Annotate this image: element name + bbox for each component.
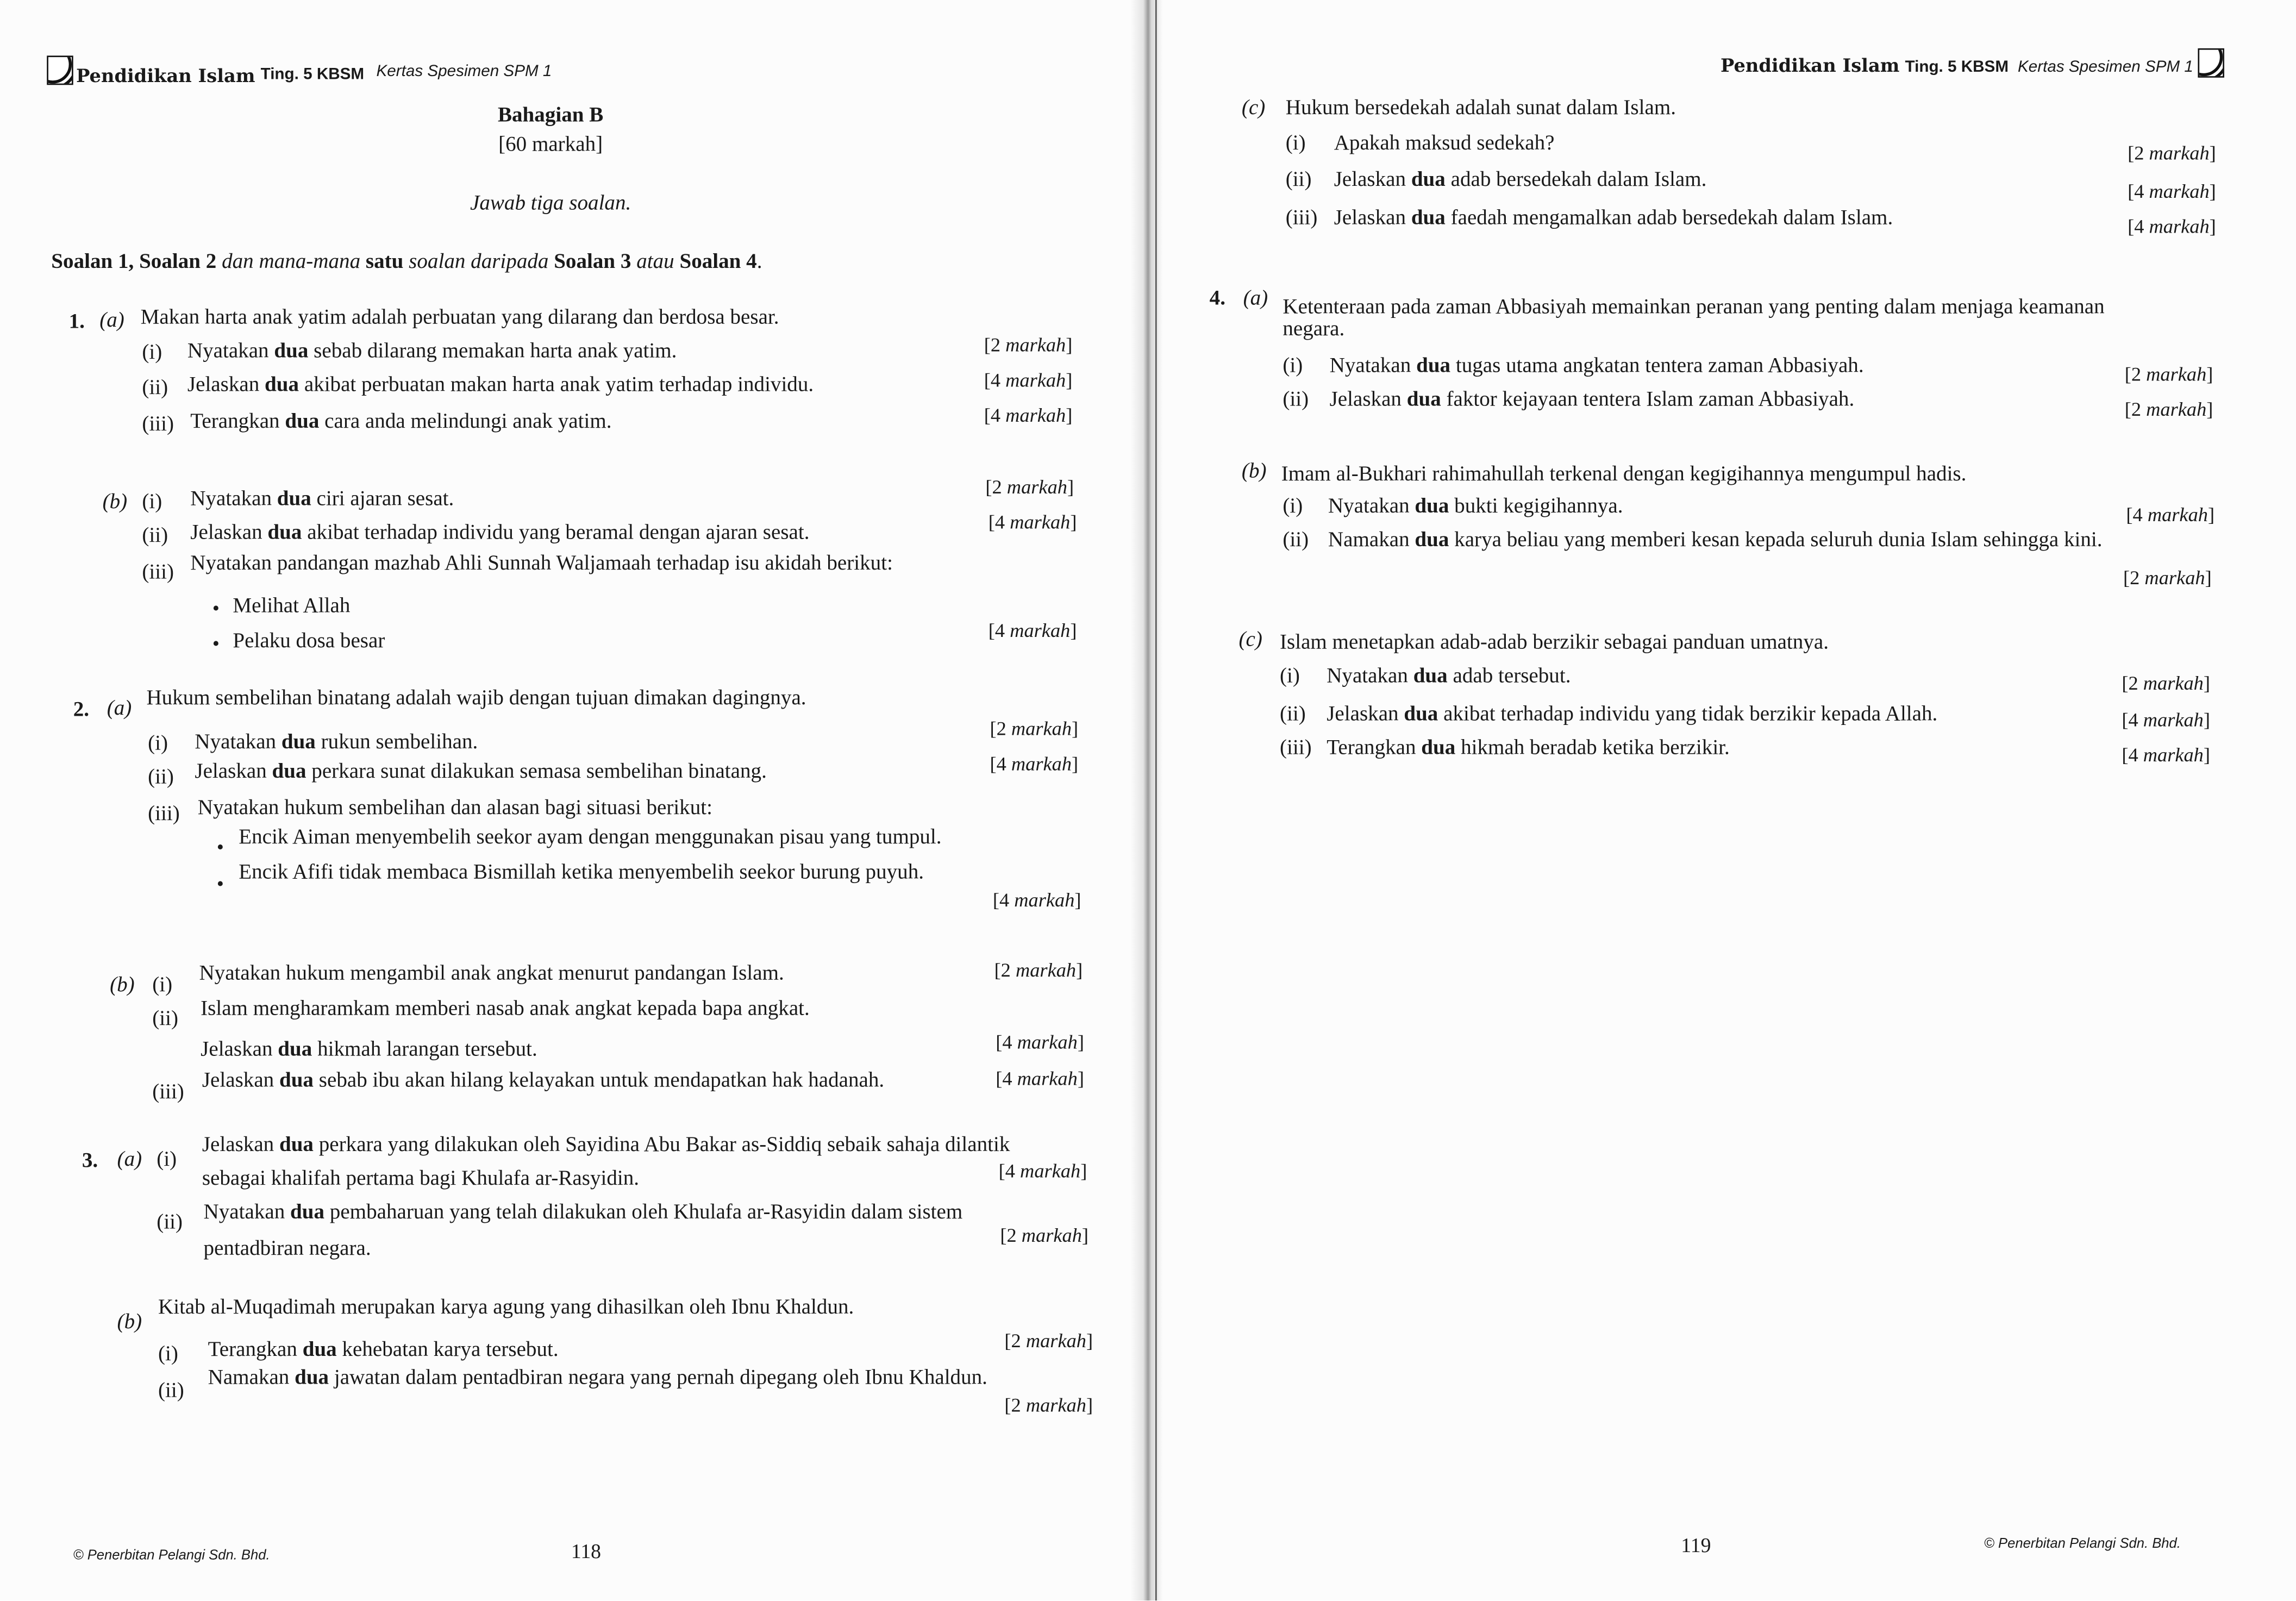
instruction	[0, 193, 1101, 215]
text-segment: Nyatakan hukum mengambil anak angkat menurut pandangan Islam.	[199, 962, 784, 986]
bold-keyword: dua	[1413, 665, 1448, 689]
marks: [2 markah]	[2122, 672, 2211, 695]
publisher-logo-icon	[2198, 48, 2224, 78]
header-level: Ting. 5 KBSM	[260, 66, 365, 84]
marks-word: markah	[1011, 752, 1072, 775]
roman-iii: (iii)	[1279, 736, 1312, 760]
text-segment: hikmah beradab ketika berzikir.	[1455, 736, 1730, 760]
marks-word: markah	[1017, 1067, 1078, 1090]
roman-ii: (ii)	[152, 1007, 178, 1031]
q3-a-ii	[204, 1202, 963, 1223]
marks: [4 markah]	[2122, 709, 2211, 731]
marks-word: markah	[1020, 1160, 1081, 1182]
text-segment: kehebatan karya tersebut.	[336, 1338, 559, 1362]
text-segment: rukun sembelihan.	[315, 730, 478, 754]
bold-keyword: dua	[1415, 495, 1449, 518]
marks-word: markah	[1005, 404, 1066, 427]
marks: [4 markah]	[996, 1067, 1084, 1090]
marks: [4 markah]	[990, 752, 1079, 775]
bold-keyword: satu	[365, 250, 404, 274]
marks-word: markah	[1010, 511, 1071, 533]
q4-c-label: (c)	[1238, 628, 1262, 652]
left-page-number: 118	[571, 1542, 602, 1564]
q4-a-label: (a)	[1243, 287, 1268, 311]
text-segment: Jawab tiga soalan.	[470, 191, 631, 216]
marks: [4 markah]	[992, 889, 1081, 911]
q3-c-text: Hukum bersedekah adalah sunat dalam Islam.	[1285, 96, 1676, 120]
roman-i: (i)	[1282, 495, 1303, 518]
roman-iii: (iii)	[152, 1080, 184, 1104]
bold-keyword: dua	[267, 521, 302, 545]
bold-keyword: Soalan 4	[679, 250, 757, 274]
marks-word: markah	[2146, 398, 2207, 421]
bold-keyword: dua	[272, 760, 306, 784]
q4-b-i	[1328, 496, 1623, 517]
roman-i: (i)	[1282, 354, 1303, 378]
roman-i: (i)	[142, 490, 162, 514]
marks-word: markah	[1025, 1329, 1086, 1352]
header-paper: Kertas Spesimen SPM 1	[2018, 58, 2193, 77]
text-segment: Apakah maksud sedekah?	[1334, 132, 1555, 155]
bullet: •	[212, 634, 220, 656]
bold-keyword: dua	[265, 373, 299, 397]
text-segment: Jelaskan	[190, 521, 268, 545]
q3-c-ii	[1334, 170, 1707, 191]
roman-i: (i)	[1285, 132, 1306, 155]
roman-ii: (ii)	[1282, 388, 1309, 412]
roman-i: (i)	[152, 973, 173, 997]
text-segment: atau	[631, 250, 680, 274]
left-footer-copyright: © Penerbitan Pelangi Sdn. Bhd.	[73, 1548, 270, 1564]
marks: [4 markah]	[988, 619, 1077, 642]
roman-ii: (ii)	[1282, 528, 1309, 552]
marks: [4 markah]	[2126, 503, 2215, 526]
bold-keyword: dua	[1416, 354, 1451, 378]
q1-a-ii	[187, 375, 814, 396]
marks: [2 markah]	[2128, 142, 2216, 164]
q4-c-i	[1327, 666, 1571, 687]
q3-b-label: (b)	[117, 1310, 142, 1334]
text-segment: Islam mengharamkam memberi nasab anak angkat kepada bapa angkat.	[201, 997, 810, 1021]
q2-b-ii	[201, 999, 810, 1020]
marks: [4 markah]	[996, 1030, 1084, 1053]
marks: [2 markah]	[990, 717, 1079, 740]
q3-a-i	[202, 1135, 1010, 1156]
text-segment: sebab dilarang memakan harta anak yatim.	[308, 340, 677, 364]
marks-word: markah	[2149, 142, 2210, 164]
roman-iii: (iii)	[142, 560, 174, 585]
q2-b-i	[199, 964, 784, 985]
section-marks: [60 markah]	[498, 133, 603, 157]
marks-word: markah	[1005, 334, 1066, 356]
text-segment: cara anda melindungi anak yatim.	[319, 410, 612, 434]
marks-word: markah	[1005, 369, 1066, 391]
text-segment: Nyatakan	[187, 340, 274, 364]
section-title: Bahagian B	[497, 104, 604, 128]
q2-bullet-2: Encik Afifi tidak membaca Bismillah ketika menyembelih seekor burung puyuh.	[239, 861, 924, 885]
roman-ii: (ii)	[158, 1379, 184, 1403]
q3-c-iii	[1334, 208, 1893, 229]
q2-a-text: Hukum sembelihan binatang adalah wajib dengan tujuan dimakan dagingnya.	[146, 686, 806, 710]
marks: [4 markah]	[2122, 743, 2211, 766]
text-segment: tugas utama angkatan tentera zaman Abbasiyah.	[1450, 354, 1864, 378]
roman-i: (i)	[157, 1148, 177, 1172]
text-segment: Nyatakan	[203, 1200, 291, 1224]
text-segment: adab bersedekah dalam Islam.	[1445, 168, 1707, 192]
q3-a-i-cont: sebagai khalifah pertama bagi Khulafa ar-Rasyidin.	[202, 1167, 640, 1191]
bold-keyword: Soalan 1, Soalan 2	[51, 250, 222, 274]
marks-word: markah	[1010, 619, 1071, 642]
marks: [2 markah]	[2123, 566, 2212, 589]
text-segment: faktor kejayaan tentera Islam zaman Abbasiyah.	[1441, 388, 1855, 412]
marks: [2 markah]	[984, 334, 1073, 356]
text-segment: hikmah larangan tersebut.	[312, 1038, 537, 1062]
right-page-number: 119	[1681, 1536, 1711, 1558]
roman-iii: (iii)	[142, 412, 174, 436]
page-divider	[1155, 0, 1157, 1600]
bold-keyword: dua	[1406, 388, 1441, 412]
marks: [2 markah]	[985, 476, 1074, 498]
bullet: •	[216, 837, 224, 860]
text-segment: Jelaskan	[1334, 206, 1411, 230]
marks-word: markah	[2143, 672, 2204, 695]
text-segment: Jelaskan	[1329, 388, 1407, 412]
q3-b-text: Kitab al-Muqadimah merupakan karya agung yang dihasilkan oleh Ibnu Khaldun.	[158, 1296, 854, 1319]
q3-c-i	[1334, 133, 1555, 154]
text-segment: Namakan	[208, 1366, 295, 1390]
text-segment: soalan daripada	[403, 250, 554, 274]
text-segment: Terangkan	[208, 1338, 303, 1362]
marks-word: markah	[1011, 717, 1072, 740]
q1-a-iii	[190, 411, 611, 433]
text-segment: Jelaskan	[195, 760, 272, 784]
bold-keyword: dua	[277, 487, 311, 511]
bold-keyword: dua	[1411, 206, 1446, 230]
q3-a-ii-cont: pentadbiran negara.	[203, 1237, 371, 1261]
q2-b-ii-cont	[201, 1040, 537, 1061]
q3-c-label: (c)	[1241, 96, 1266, 120]
q3-b-i	[208, 1340, 559, 1361]
q1-bullet-1: Melihat Allah	[233, 594, 351, 618]
text-segment: ciri ajaran sesat.	[311, 487, 454, 511]
text-segment: Nyatakan	[195, 730, 281, 754]
marks-word: markah	[2143, 709, 2204, 731]
roman-i: (i)	[142, 341, 162, 365]
q3-b-ii	[208, 1368, 987, 1389]
q4-a-text: Ketenteraan pada zaman Abbasiyah memainkan peranan yang penting dalam menjaga keamanan	[1282, 296, 2105, 320]
text-segment: Nyatakan	[1327, 665, 1413, 689]
marks: [4 markah]	[984, 369, 1073, 391]
header-level: Ting. 5 KBSM	[1905, 58, 2009, 77]
marks: [2 markah]	[994, 959, 1083, 981]
roman-i: (i)	[158, 1342, 178, 1366]
roman-ii: (ii)	[142, 376, 168, 400]
text-segment: karya beliau yang memberi kesan kepada seluruh dunia Islam sehingga kini.	[1449, 528, 2103, 552]
q4-a-ii	[1330, 390, 1855, 411]
marks-word: markah	[1006, 476, 1067, 498]
q4-a-i	[1330, 356, 1864, 377]
bold-keyword: dua	[1421, 736, 1456, 760]
marks-word: markah	[1014, 889, 1075, 911]
q2-number: 2.	[73, 698, 90, 722]
text-segment: pembaharuan yang telah dilakukan oleh Khulafa ar-Rasyidin dalam sistem	[324, 1200, 963, 1224]
q2-bullet-1: Encik Aiman menyembelih seekor ayam dengan menggunakan pisau yang tumpul.	[239, 825, 942, 849]
q3-a-label: (a)	[117, 1148, 142, 1172]
text-segment: faedah mengamalkan adab bersedekah dalam Islam.	[1445, 206, 1893, 230]
text-segment: adab tersebut.	[1447, 665, 1571, 689]
roman-ii: (ii)	[142, 524, 168, 548]
q2-a-label: (a)	[107, 697, 132, 721]
q4-b-ii	[1328, 530, 2103, 551]
q2-a-i	[195, 732, 478, 753]
text-segment: Jelaskan	[1334, 168, 1411, 192]
bold-keyword: dua	[1411, 168, 1446, 192]
q2-a-ii	[195, 761, 766, 783]
q1-a-text: Makan harta anak yatim adalah perbuatan yang dilarang dan berdosa besar.	[140, 306, 779, 330]
bold-keyword: dua	[281, 730, 316, 754]
text-segment: perkara yang dilakukan oleh Sayidina Abu Bakar as-Siddiq sebaik sahaja dilantik	[314, 1133, 1010, 1157]
marks: [2 markah]	[1004, 1329, 1093, 1352]
q4-a-text-cont: negara.	[1282, 317, 1345, 341]
q3-number: 3.	[82, 1149, 98, 1173]
q2-a-iii	[198, 798, 712, 820]
text-segment: Nyatakan	[1328, 495, 1415, 518]
q2-b-iii	[202, 1068, 885, 1093]
bold-keyword: dua	[302, 1338, 337, 1362]
bullet: •	[212, 599, 220, 621]
text-segment: Jelaskan	[201, 1038, 278, 1062]
text-segment: .	[756, 250, 762, 274]
marks-word: markah	[2144, 566, 2205, 589]
marks: [2 markah]	[1004, 1394, 1093, 1416]
q4-number: 4.	[1209, 287, 1225, 311]
header-subject: Pendidikan Islam	[1721, 54, 1900, 77]
text-segment: bukti kegigihannya.	[1449, 495, 1623, 518]
q1-a-label: (a)	[99, 309, 124, 333]
q1-a-i	[187, 341, 677, 362]
text-segment: Nyatakan	[190, 487, 277, 511]
text-segment: Nyatakan pandangan mazhab Ahli Sunnah Waljamaah terhadap isu akidah berikut:	[190, 552, 893, 576]
marks-word: markah	[2146, 363, 2207, 385]
roman-iii: (iii)	[1285, 206, 1318, 230]
text-segment: sebab ibu akan hilang kelayakan untuk mendapatkan hak hadanah.	[314, 1068, 885, 1093]
marks-word: markah	[1017, 1030, 1078, 1053]
header-subject: Pendidikan Islam	[76, 64, 255, 86]
text-segment: Nyatakan hukum sembelihan dan alasan bagi situasi berikut:	[197, 796, 713, 820]
marks: [2 markah]	[2124, 398, 2213, 421]
marks-word: markah	[2149, 215, 2210, 237]
bold-keyword: dua	[285, 410, 320, 434]
marks-word: markah	[2143, 743, 2204, 766]
bold-keyword: Soalan 3	[554, 250, 631, 274]
roman-ii: (ii)	[1279, 703, 1306, 727]
text-segment: Namakan	[1328, 528, 1415, 552]
q4-b-label: (b)	[1241, 460, 1267, 484]
roman-ii: (ii)	[1285, 168, 1312, 192]
marks: [4 markah]	[2128, 180, 2216, 202]
q1-number: 1.	[68, 310, 85, 334]
q1-b-label: (b)	[102, 490, 128, 514]
book-gutter	[1130, 0, 1162, 1600]
bold-keyword: dua	[274, 340, 309, 364]
bold-keyword: dua	[279, 1133, 314, 1157]
text-segment: jawatan dalam pentadbiran negara yang pernah dipegang oleh Ibnu Khaldun.	[329, 1366, 987, 1390]
marks: [2 markah]	[2124, 363, 2213, 385]
roman-ii: (ii)	[157, 1211, 183, 1235]
text-segment: akibat terhadap individu yang tidak berzikir kepada Allah.	[1438, 703, 1938, 727]
bold-keyword: dua	[279, 1068, 314, 1093]
q1-bullet-2: Pelaku dosa besar	[233, 629, 385, 653]
q2-b-label: (b)	[110, 973, 135, 997]
text-segment: Jelaskan	[202, 1133, 279, 1157]
text-segment: dan mana-mana	[222, 250, 366, 274]
q4-c-ii	[1327, 704, 1937, 726]
roman-iii: (iii)	[148, 802, 180, 826]
right-footer-copyright: © Penerbitan Pelangi Sdn. Bhd.	[1984, 1536, 2181, 1553]
q4-b-text: Imam al-Bukhari rahimahullah terkenal dengan kegigihannya mengumpul hadis.	[1281, 462, 1967, 486]
header-paper: Kertas Spesimen SPM 1	[376, 62, 552, 81]
answer-rule	[51, 252, 762, 273]
roman-ii: (ii)	[148, 766, 174, 790]
marks: [4 markah]	[998, 1160, 1087, 1182]
q1-b-i	[190, 489, 454, 510]
text-segment: Jelaskan	[1327, 703, 1404, 727]
bold-keyword: dua	[295, 1366, 329, 1390]
marks: [4 markah]	[984, 404, 1073, 427]
text-segment: perkara sunat dilakukan semasa sembelihan binatang.	[306, 760, 767, 784]
text-segment: akibat terhadap individu yang beramal dengan ajaran sesat.	[302, 521, 810, 545]
q1-b-iii	[190, 554, 893, 575]
marks: [4 markah]	[2128, 215, 2216, 237]
q4-c-iii	[1327, 738, 1730, 759]
text-segment: Terangkan	[1327, 736, 1422, 760]
q4-c-text: Islam menetapkan adab-adab berzikir sebagai panduan umatnya.	[1279, 631, 1829, 655]
marks: [2 markah]	[1000, 1224, 1089, 1247]
roman-i: (i)	[1279, 665, 1300, 689]
bold-keyword: dua	[290, 1200, 325, 1224]
marks-word: markah	[1021, 1224, 1082, 1247]
roman-i: (i)	[148, 732, 168, 756]
publisher-logo-icon	[47, 55, 73, 85]
bold-keyword: dua	[1415, 528, 1449, 552]
marks-word: markah	[1015, 959, 1077, 981]
bullet: •	[216, 874, 224, 897]
marks-word: markah	[2147, 503, 2208, 526]
marks-word: markah	[2149, 180, 2210, 202]
marks: [4 markah]	[988, 511, 1077, 533]
text-segment: Nyatakan	[1329, 354, 1417, 378]
bold-keyword: dua	[1404, 703, 1438, 727]
text-segment: Terangkan	[190, 410, 285, 434]
text-segment: Jelaskan	[202, 1068, 279, 1093]
marks-word: markah	[1025, 1394, 1086, 1416]
q1-b-ii	[190, 523, 809, 544]
text-segment: akibat perbuatan makan harta anak yatim terhadap individu.	[299, 373, 814, 397]
text-segment: Jelaskan	[187, 373, 265, 397]
bold-keyword: dua	[278, 1038, 312, 1062]
